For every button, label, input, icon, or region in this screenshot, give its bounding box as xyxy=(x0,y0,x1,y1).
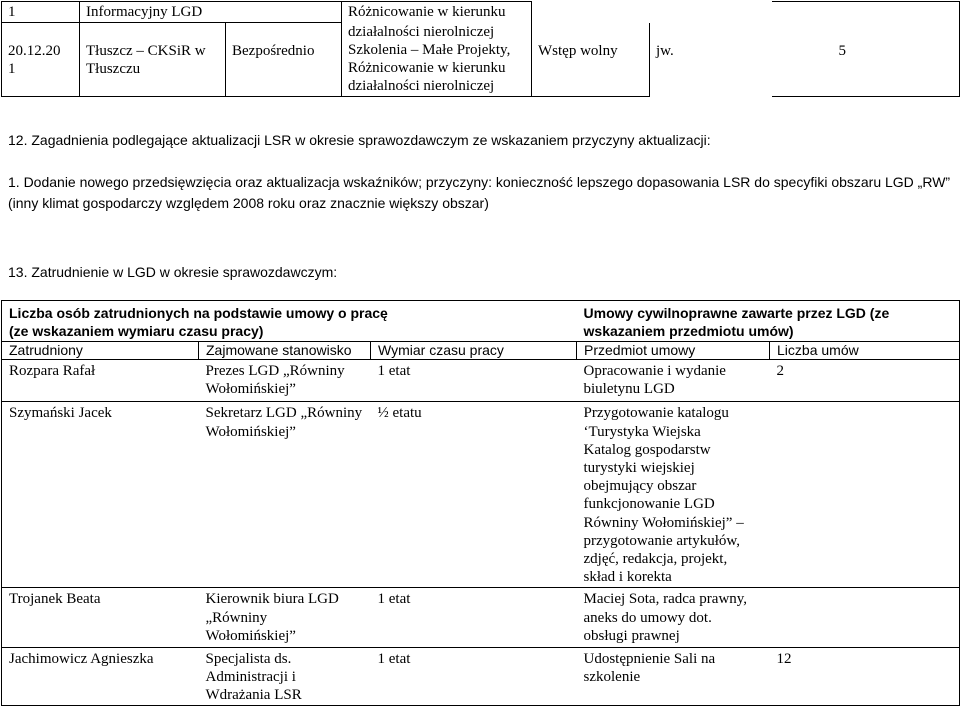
employment-table xyxy=(1,300,960,706)
activity-mode: Bezpośrednio xyxy=(226,23,342,97)
work-time: ½ etatu xyxy=(371,402,577,588)
table-header-group xyxy=(2,301,960,342)
employee-name: Trojanek Beata xyxy=(2,588,199,648)
column-header-row xyxy=(2,342,960,360)
contract-count xyxy=(770,588,960,648)
work-time: 1 etat xyxy=(371,648,577,706)
reference: jw. xyxy=(656,42,674,59)
table-row xyxy=(2,648,960,706)
col-employee: Zatrudniony xyxy=(2,342,199,360)
activity-description: Różnicowanie w kierunku xyxy=(342,2,532,23)
table-row xyxy=(2,2,960,23)
table-row xyxy=(2,23,960,97)
activity-table xyxy=(1,1,960,97)
employee-name: Jachimowicz Agnieszka xyxy=(2,648,199,706)
activity-category: Tłuszcz – CKSiR w Tłuszczu xyxy=(80,23,226,97)
activity-description-cont: działalności nierolniczej Szkolenia – Małe Projekty, Różnicowanie w kierunku działalności nierolniczej xyxy=(342,23,532,97)
contract-subject: Maciej Sota, radca prawny, aneks do umowy dot. obsługi prawnej xyxy=(577,588,770,648)
table-row xyxy=(2,588,960,648)
contract-count: 2 xyxy=(770,360,960,402)
col-contract-count: Liczba umów xyxy=(770,342,960,360)
activity-name: Informacyjny LGD xyxy=(80,2,342,23)
activity-date: 20.12.20 1 xyxy=(2,23,80,97)
employee-position: Specjalista ds. Administracji i Wdrażania LSR xyxy=(199,648,371,706)
table-row xyxy=(2,402,960,588)
employee-position: Kierownik biura LGD „Równiny Wołomińskiej” xyxy=(199,588,371,648)
section-13-heading: 13. Zatrudnienie w LGD w okresie sprawozdawczym: xyxy=(8,264,338,280)
col-position: Zajmowane stanowisko xyxy=(199,342,371,360)
contract-count: 12 xyxy=(770,648,960,706)
work-time: 1 etat xyxy=(371,588,577,648)
contract-count xyxy=(770,402,960,588)
access-type: Wstęp wolny xyxy=(532,23,650,97)
participant-count: 5 xyxy=(772,23,960,97)
employee-position: Sekretarz LGD „Równiny Wołomińskiej” xyxy=(199,402,371,588)
contract-subject: Udostępnienie Sali na szkolenie xyxy=(577,648,770,706)
section-12-heading: 12. Zagadnienia podlegające aktualizacji LSR w okresie sprawozdawczym ze wskazaniem przyczyny aktualizacji: xyxy=(8,132,711,148)
col-work-time: Wymiar czasu pracy xyxy=(371,342,577,360)
employee-name: Szymański Jacek xyxy=(2,402,199,588)
row-number: 1 xyxy=(2,2,80,23)
col-contract-subject: Przedmiot umowy xyxy=(577,342,770,360)
contract-subject: Przygotowanie katalogu ‘Turystyka Wiejska Katalog gospodarstw turystyki wiejskiej obejmujący obszar funkcjonowanie LGD Równiny Wołomińskiej” – przygotowanie artykułów, zdjęć, redakcja, projekt, skład i korekta xyxy=(577,402,770,588)
contract-subject: Opracowanie i wydanie biuletynu LGD xyxy=(577,360,770,402)
employment-contract-header: Liczba osób zatrudnionych na podstawie umowy o pracę (ze wskazaniem wymiaru czasu pracy) xyxy=(2,301,577,342)
update-item-1: 1. Dodanie nowego przedsięwzięcia oraz aktualizacja wskaźników; przyczyny: konieczność lepszego dopasowania LSR do specyfiki obszaru LGD „RW” (inny klimat gospodarczy względem 2008 roku oraz znacznie większy obszar) xyxy=(8,174,951,211)
civil-contract-header: Umowy cywilnoprawne zawarte przez LGD (ze wskazaniem przedmiotu umów) xyxy=(577,301,960,342)
employee-position: Prezes LGD „Równiny Wołomińskiej” xyxy=(199,360,371,402)
work-time: 1 etat xyxy=(371,360,577,402)
employee-name: Rozpara Rafał xyxy=(2,360,199,402)
table-row xyxy=(2,360,960,402)
